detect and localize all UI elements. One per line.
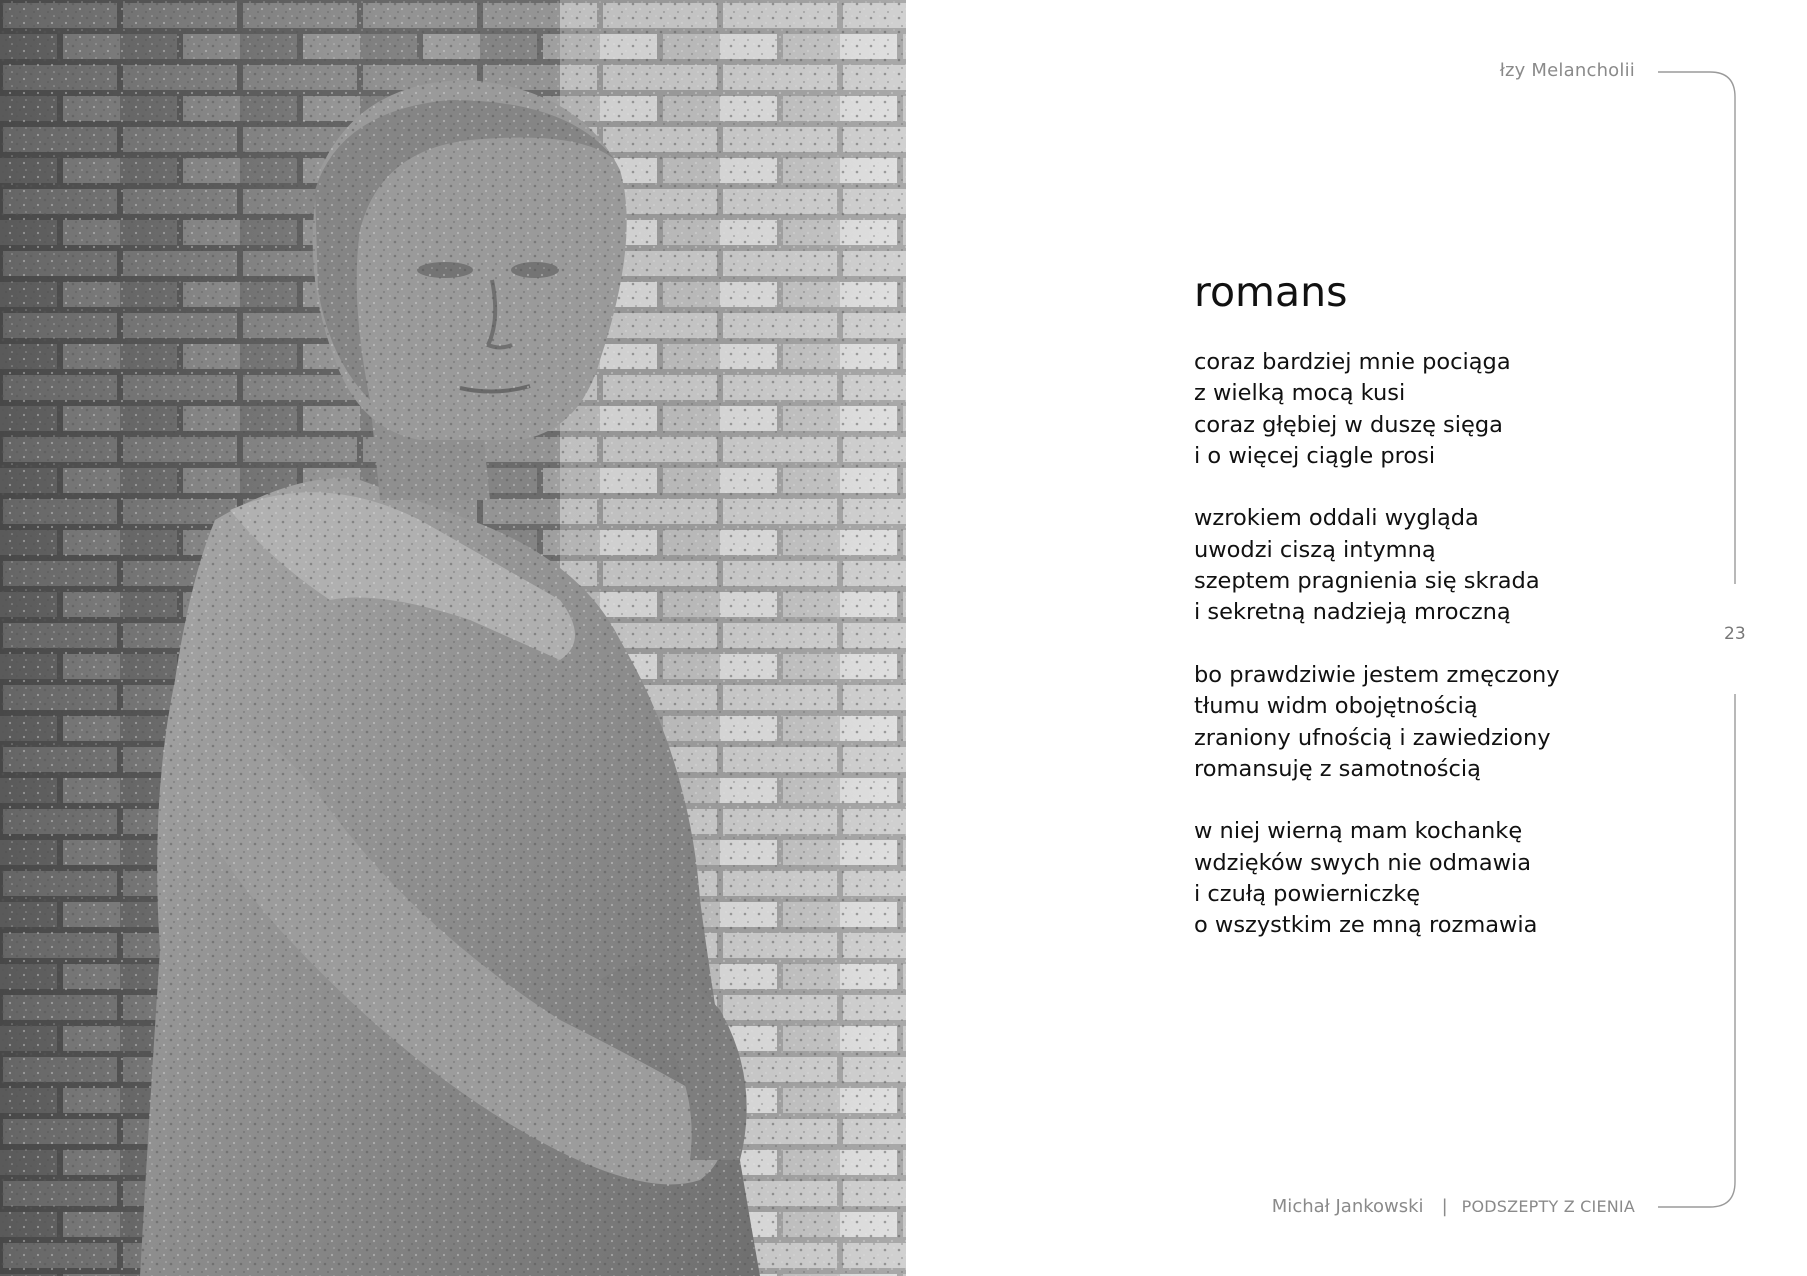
poem-line: tłumu widm obojętnością: [1194, 693, 1478, 720]
poem-line: zraniony ufnością i zawiedziony: [1194, 724, 1551, 751]
poem-line: bo prawdziwie jestem zmęczony: [1194, 661, 1560, 688]
poem-line: wzrokiem oddali wygląda: [1194, 505, 1479, 532]
poem-line: o wszystkim ze mną rozmawia: [1194, 912, 1538, 939]
footer-book-title: PODSZEPTY Z CIENIA: [1461, 1197, 1635, 1216]
poem-line: coraz bardziej mnie pociąga: [1194, 349, 1511, 375]
poem-line: w niej wierną mam kochankę: [1194, 818, 1523, 845]
poem-line: romansuję z samotnością: [1194, 755, 1481, 782]
poem-title: romans: [1194, 268, 1348, 316]
footer-separator: |: [1441, 1196, 1448, 1217]
poem-line: z wielką mocą kusi: [1194, 380, 1406, 407]
page-footer: [1272, 1196, 1635, 1217]
stanza: [1194, 660, 1560, 785]
poem-line: i sekretną nadzieją mroczną: [1194, 599, 1511, 626]
page-number: 23: [1724, 624, 1746, 644]
poem-line: i o więcej ciągle prosi: [1194, 442, 1436, 469]
poem-line: uwodzi ciszą intymną: [1194, 536, 1436, 563]
poem-body: [1194, 347, 1560, 973]
running-title: łzy Melancholii: [1499, 60, 1635, 81]
poem-line: i czułą powierniczkę: [1194, 881, 1421, 908]
stanza: [1194, 347, 1560, 472]
stanza: [1194, 816, 1560, 941]
poem-line: coraz głębiej w duszę sięga: [1194, 411, 1503, 438]
footer-author: Michał Jankowski: [1271, 1196, 1424, 1217]
stanza: [1194, 503, 1560, 628]
poem-line: szeptem pragnienia się skrada: [1194, 568, 1540, 595]
poem-line: wdzięków swych nie odmawia: [1194, 849, 1532, 876]
